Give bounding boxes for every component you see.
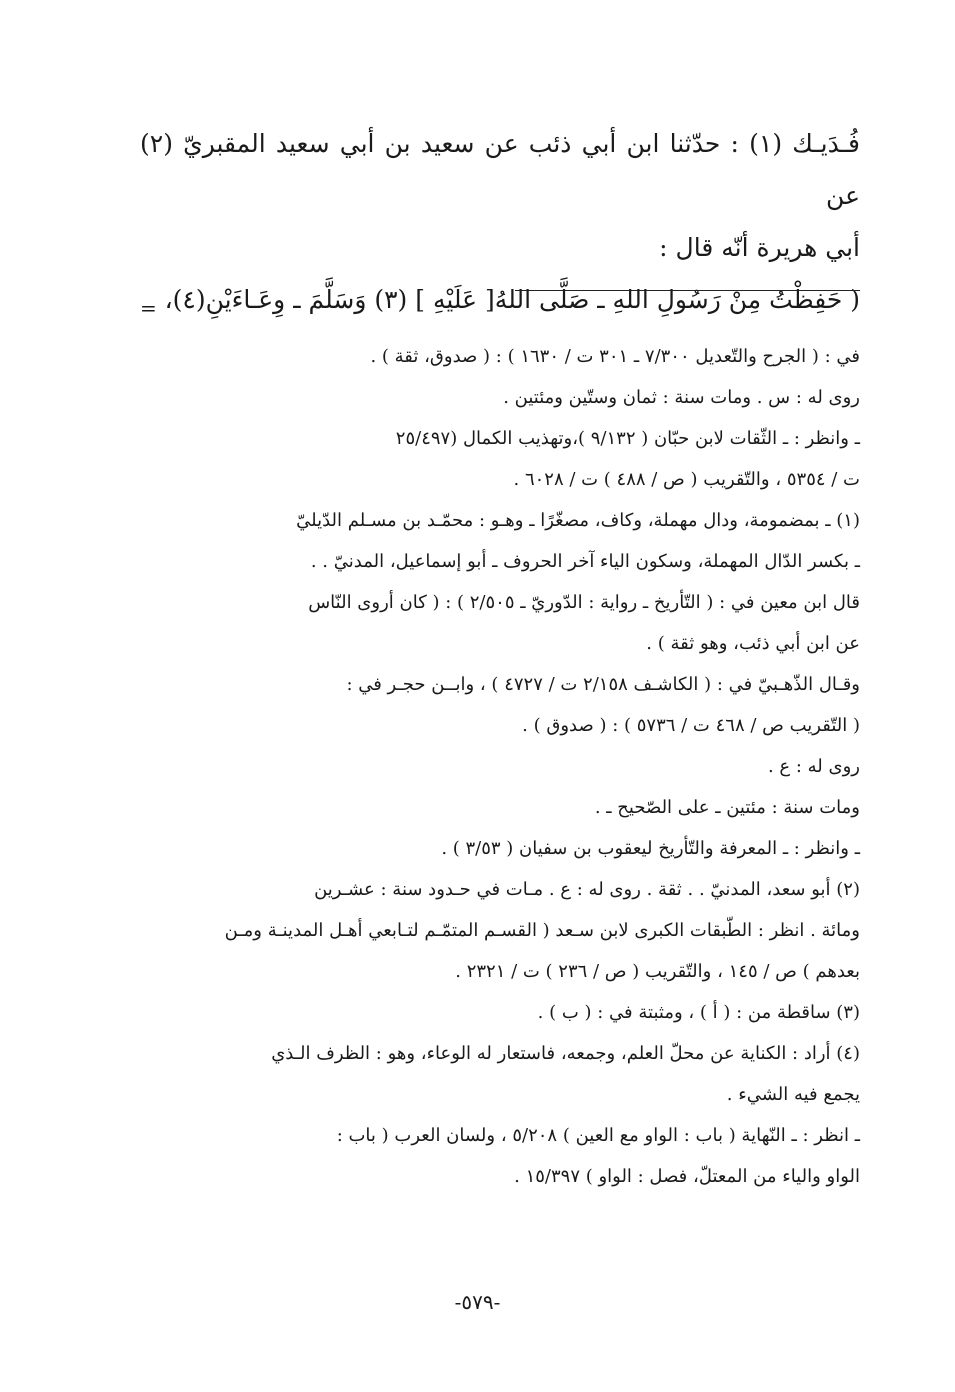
footnote-line: في : ( الجرح والتّعديل ٧/٣٠٠ ـ ٣٠١ ت / ١٦٣٠ ) : ( صدوق، ثقة ) .: [370, 346, 860, 367]
footnote-line: بعدهم ) ص / ١٤٥ ، والتّقريب ( ص / ٢٣٦ ) ت / ٢٣٢١ .: [455, 961, 860, 982]
footnote-line: (٤) أراد : الكناية عن محلّ العلم، وجمعه، فاستعار له الوعاء، وهو : الظرف الـذي: [271, 1043, 860, 1064]
footnote-line: قال ابن معين في : ( التّأريخ ـ رواية : الدّوريّ ـ ٢/٥٠٥ ) : ( كان أروى النّاس: [308, 592, 860, 613]
main-text: [140, 118, 860, 326]
footnote-line: ـ انظر : ـ النّهاية ( باب : الواو مع العين ) ٥/٢٠٨ ، ولسان العرب ( باب :: [336, 1125, 860, 1146]
page-number: -٥٧٩-: [454, 1290, 501, 1314]
main-text-line: فُـدَيـك (١) : حدّثنا ابن أبي ذئب عن سعيد بن أبي سعيد المقبريّ (٢) عن: [140, 129, 860, 210]
footnote-line: ومائة . انظر : الطّبقات الكبرى لابن سـعد ( القسـم المتمّـم لتـابعي أهـل المدينـة ومـن: [224, 920, 860, 941]
main-text-line: أبي هريرة أنّه قال :: [659, 233, 860, 262]
footnote-line: عن ابن أبي ذئب، وهو ثقة ) .: [646, 633, 860, 654]
footnote-line: ـ بكسر الدّال المهملة، وسكون الياء آخر الحروف ـ أبو إسماعيل، المدنيّ . .: [310, 551, 860, 572]
continuation-mark: =: [140, 296, 157, 320]
footnote-line: ( التّقريب ص / ٤٦٨ ت / ٥٧٣٦ ) : ( صدوق ) .: [522, 715, 860, 736]
hadith-quote-line: ( حَفِظْتُ مِنْ رَسُولِ اللهِ ـ صَلَّى اللهُ[ عَلَيْهِ ] (٣) وَسَلَّمَ ـ وِعَـاءَيْنِ(٤)،: [164, 285, 860, 314]
footnote-line: الواو والياء من المعتلّ، فصل : الواو ) ١٥/٣٩٧ .: [514, 1166, 860, 1187]
footnote-line: (٣) ساقطة من : ( أ ) ، ومثبتة في : ( ب ) .: [537, 1002, 860, 1023]
footnote-line: ـ وانظر : ـ المعرفة والتّأريخ ليعقوب بن سفيان ( ٣/٥٣ ) .: [441, 838, 860, 859]
footnote-line: وقـال الذّهـبيّ في : ( الكاشـف ٢/١٥٨ ت / ٤٧٢٧ ) ، وابــن حجـر في :: [346, 674, 860, 695]
footnote-separator: [515, 290, 860, 291]
footnote-line: روى له : س . ومات سنة : ثمان وستّين ومئتين .: [503, 387, 860, 408]
footnote-line: ومات سنة : مئتين ـ على الصّحيح ـ .: [594, 797, 860, 818]
footnote-line: (٢) أبو سعد، المدنيّ . . ثقة . روى له : ع . مـات في حـدود سنة : عشـرين: [314, 879, 860, 900]
footnotes: [140, 336, 860, 1197]
footnote-line: ت / ٥٣٥٤ ، والتّقريب ( ص / ٤٨٨ ) ت / ٦٠٢٨ .: [513, 469, 860, 490]
footnote-line: يجمع فيه الشيء .: [726, 1084, 860, 1105]
footnote-line: (١) ـ بمضمومة، ودال مهملة، وكاف، مصغّرًا ـ وهـو : محمّـد بن مسـلم الدّيليّ: [296, 510, 860, 531]
footnote-line: روى له : ع .: [767, 756, 860, 777]
footnote-line: ـ وانظر : ـ الثّقات لابن حبّان ( ٩/١٣٢ )،وتهذيب الكمال (٢٥/٤٩٧: [395, 428, 860, 449]
